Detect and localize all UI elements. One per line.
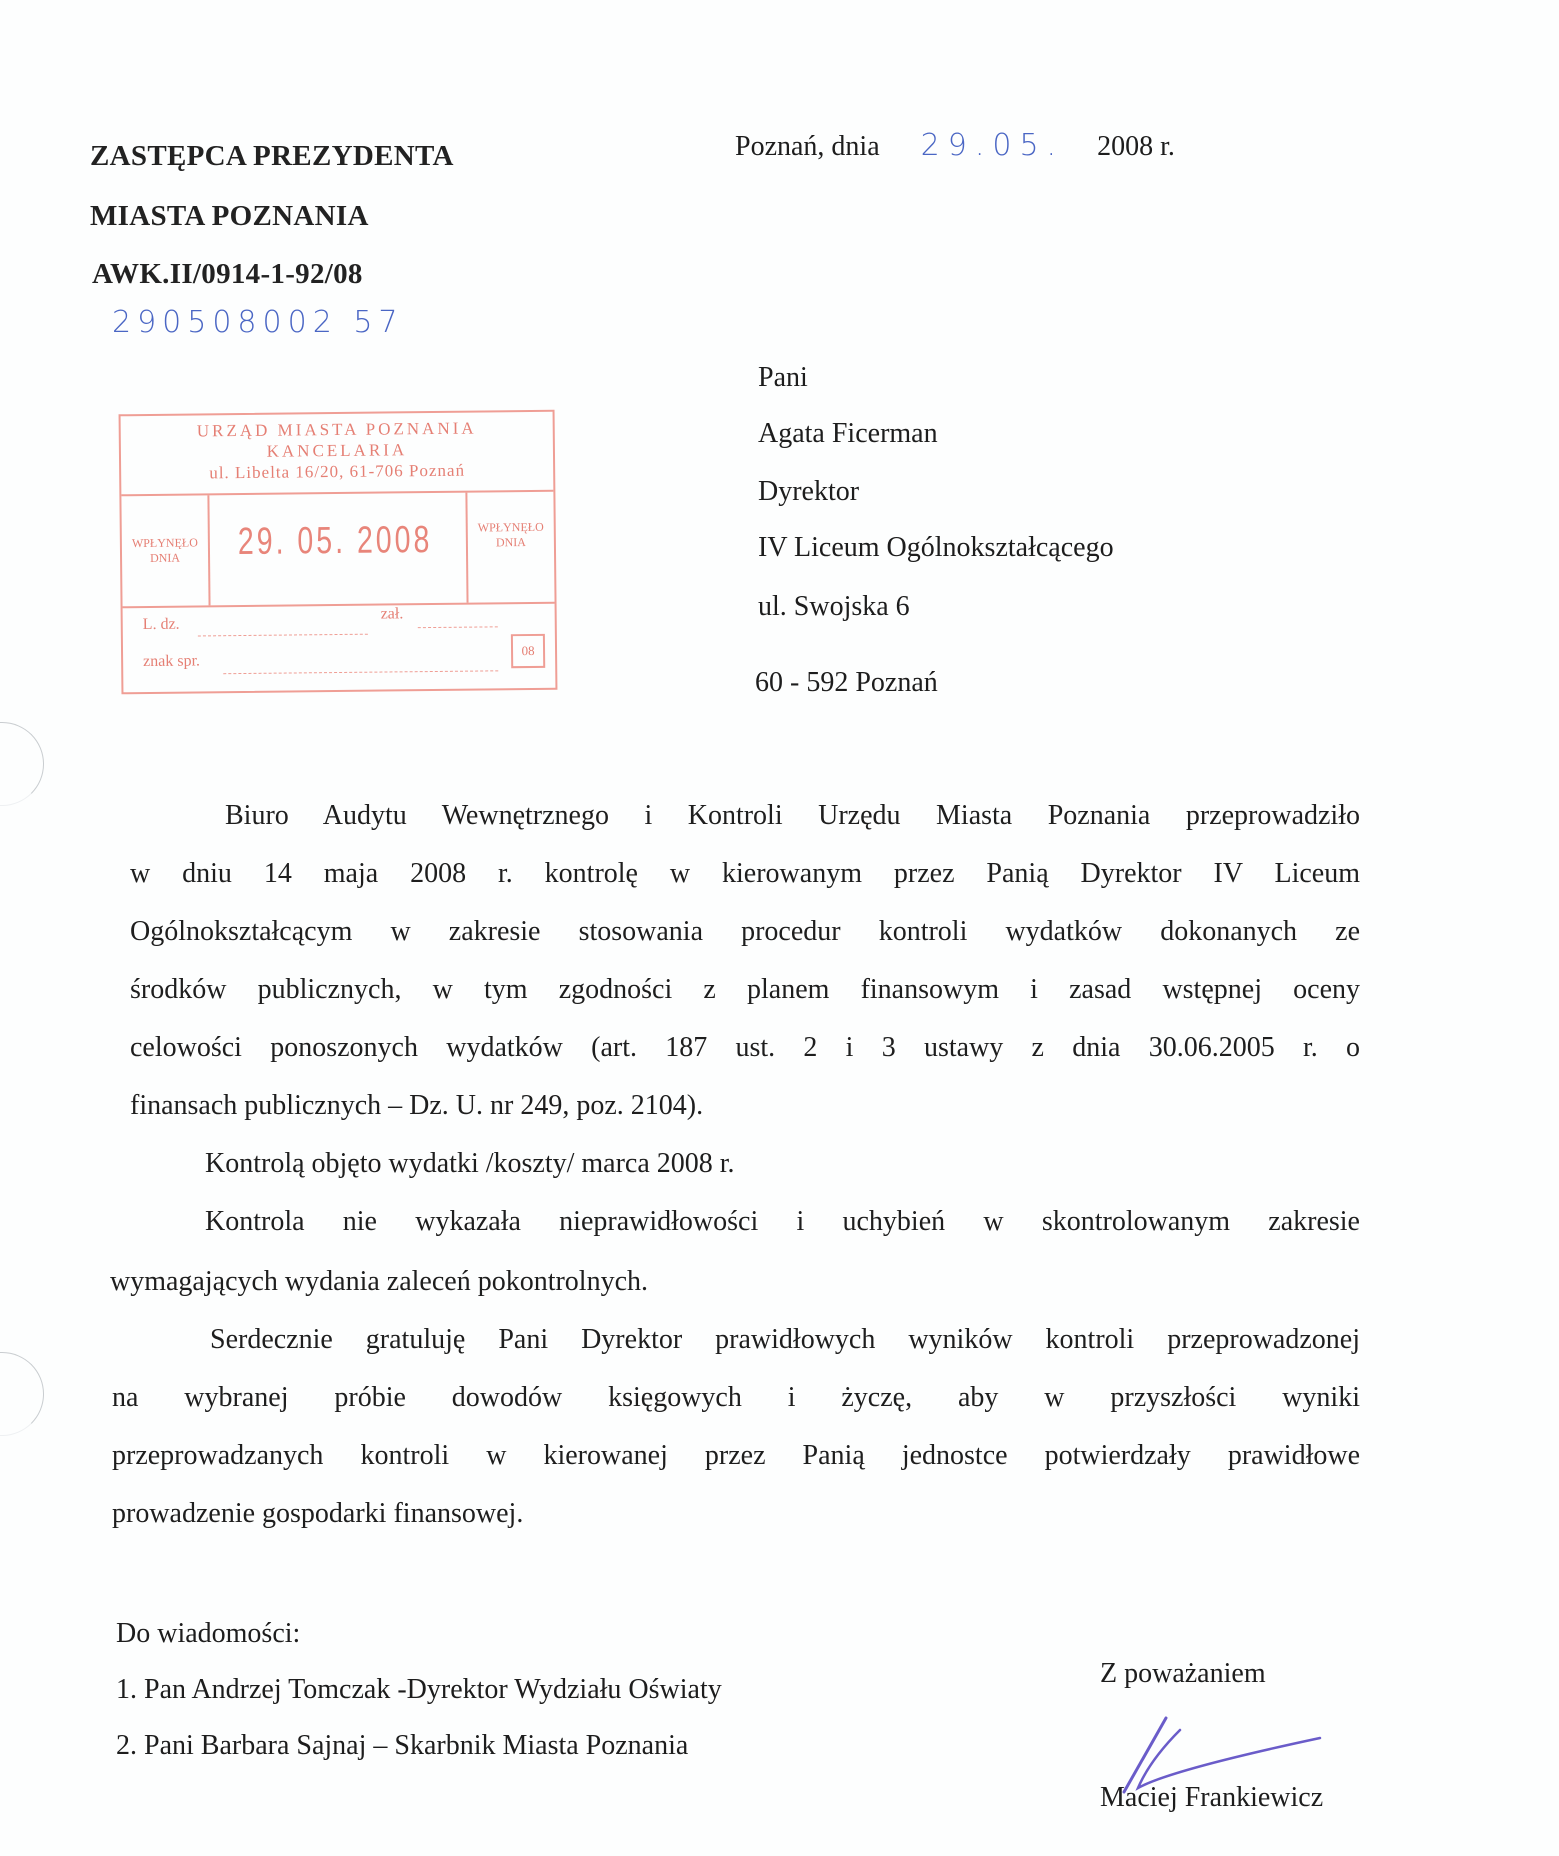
- stamp-label: DNIA: [495, 535, 526, 550]
- body-line: na wybranej próbie dowodów księgowych i życzę, aby w przyszłości wyniki: [112, 1382, 1360, 1413]
- stamp-zal-line: [418, 626, 498, 628]
- stamp-box-code: 08: [511, 634, 545, 668]
- stamp-ldz-line: [198, 634, 368, 637]
- stamp-znak-line: [223, 670, 498, 674]
- date-handwritten: 29.05.: [920, 128, 1065, 163]
- body-line: finansach publicznych – Dz. U. nr 249, poz. 2104).: [130, 1090, 704, 1121]
- sender-title-line2: MIASTA POZNANIA: [90, 200, 369, 232]
- cc-item: 2. Pani Barbara Sajnaj – Skarbnik Miasta Poznania: [116, 1730, 689, 1761]
- stamp-date: 29. 05. 2008: [237, 519, 433, 564]
- stamp-znak-label: znak spr.: [143, 652, 201, 671]
- date-line: [735, 128, 1175, 163]
- recipient-city: 60 - 592 Poznań: [755, 667, 938, 698]
- stamp-footer: [123, 604, 556, 693]
- body-line: środków publicznych, w tym zgodności z planem finansowym i zasad wstępnej oceny: [130, 974, 1360, 1005]
- recipient-institution: IV Liceum Ogólnokształcącego: [758, 532, 1114, 563]
- body-line: Ogólnokształcącym w zakresie stosowania procedur kontroli wydatków dokonanych ze: [130, 916, 1360, 947]
- cc-label: Do wiadomości:: [116, 1618, 301, 1649]
- stamp-office: URZĄD MIASTA POZNANIA: [196, 418, 477, 441]
- recipient-title: Dyrektor: [758, 476, 860, 507]
- stamp-received-label-right: [465, 492, 554, 603]
- body-line: Kontrolą objęto wydatki /koszty/ marca 2008 r.: [205, 1148, 735, 1179]
- body-line: celowości ponoszonych wydatków (art. 187 ust. 2 i 3 ustawy z dnia 30.06.2005 r. o: [130, 1032, 1360, 1063]
- stamp-department: KANCELARIA: [266, 440, 408, 461]
- body-line: Biuro Audytu Wewnętrznego i Kontroli Urzędu Miasta Poznania przeprowadziło: [225, 800, 1360, 831]
- body-line: przeprowadzanych kontroli w kierowanej przez Panią jednostce potwierdzały prawidłowe: [112, 1440, 1360, 1471]
- date-year: 2008 r.: [1097, 131, 1175, 162]
- body-line: Kontrola nie wykazała nieprawidłowości i uchybień w skontrolowanym zakresie: [205, 1206, 1360, 1237]
- stamp-label: DNIA: [149, 550, 181, 565]
- closing-phrase: Z poważaniem: [1100, 1658, 1266, 1689]
- stamp-received-label-left: [121, 495, 210, 606]
- handwritten-registry-number: 290508002 57: [112, 305, 404, 340]
- recipient-name: Agata Ficerman: [758, 418, 938, 449]
- body-line: w dniu 14 maja 2008 r. kontrolę w kierowanym przez Panią Dyrektor IV Liceum: [130, 858, 1360, 889]
- stamp-label: WPŁYNĘŁO: [131, 535, 198, 551]
- recipient-street: ul. Swojska 6: [758, 591, 910, 622]
- signatory-name: Maciej Frankiewicz: [1100, 1782, 1324, 1813]
- body-line: Serdecznie gratuluję Pani Dyrektor prawidłowych wyników kontroli przeprowadzonej: [210, 1324, 1360, 1355]
- cc-item: 1. Pan Andrzej Tomczak -Dyrektor Wydziału Oświaty: [116, 1674, 722, 1705]
- reference-number: AWK.II/0914-1-92/08: [92, 258, 363, 290]
- sender-title-line1: ZASTĘPCA PREZYDENTA: [90, 140, 454, 172]
- punch-hole: [0, 722, 44, 806]
- stamp-header: [121, 412, 554, 497]
- body-line: prowadzenie gospodarki finansowej.: [112, 1498, 524, 1529]
- stamp-label: WPŁYNĘŁO: [477, 519, 544, 535]
- stamp-date-row: [121, 492, 554, 609]
- stamp-address: ul. Libelta 16/20, 61-706 Poznań: [209, 460, 466, 483]
- stamp-ldz-label: L. dz.: [142, 615, 180, 634]
- punch-hole: [0, 1352, 44, 1436]
- stamp-zal-label: zał.: [380, 605, 404, 623]
- recipient-salutation: Pani: [758, 362, 808, 393]
- date-prefix: Poznań, dnia: [735, 131, 880, 162]
- registry-stamp: [119, 410, 558, 695]
- body-line: wymagających wydania zaleceń pokontrolnych.: [110, 1266, 649, 1297]
